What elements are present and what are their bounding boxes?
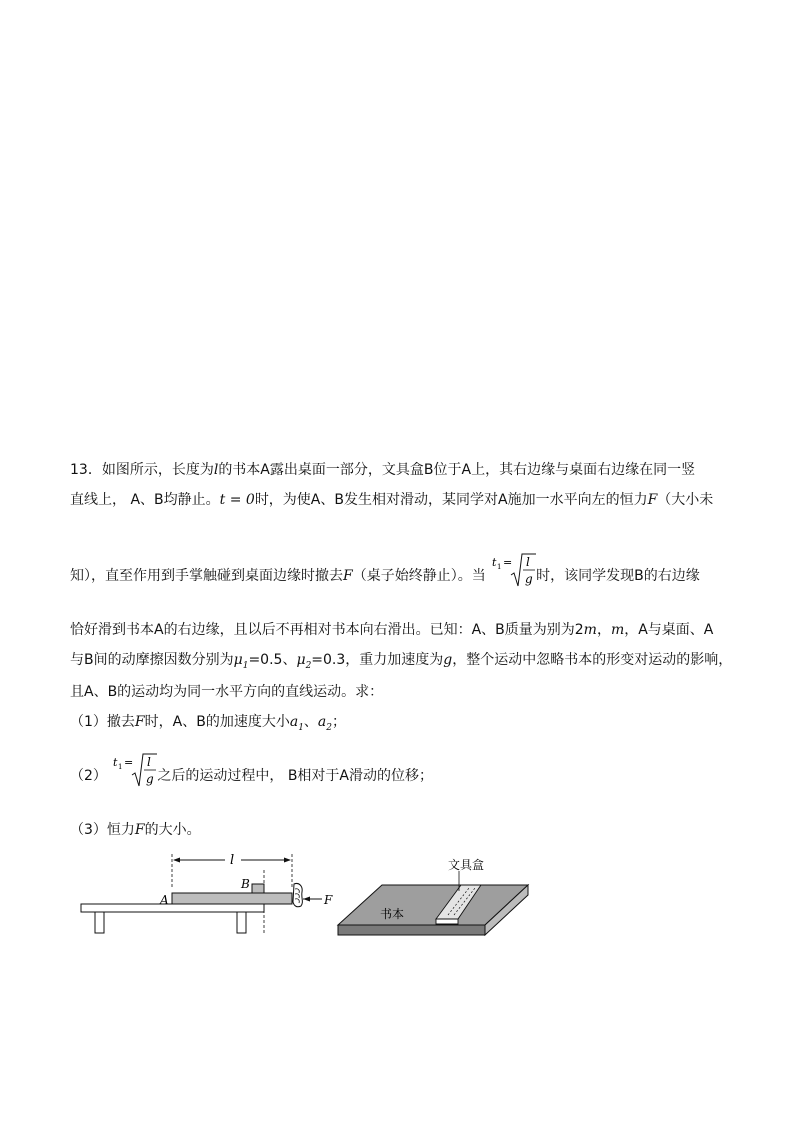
figure-side-view	[75, 848, 355, 940]
label-F: F	[324, 893, 333, 907]
var-F: F	[134, 714, 145, 730]
arrowhead-left	[173, 858, 180, 863]
label-book: 书本	[380, 907, 405, 921]
text: 的书本A露出桌面一部分，文具盒B位于A上，其右边缘与桌面右边缘在同一竖	[218, 462, 696, 478]
text: 之后的运动过程中， B相对于A滑动的位移；	[157, 768, 434, 784]
problem-line-3	[70, 555, 700, 592]
text: 、	[303, 714, 318, 730]
text: （大小未	[657, 492, 714, 508]
text: ，整个运动中忽略书本的形变对运动的影响，	[452, 652, 733, 668]
equals-sign: =	[503, 556, 513, 569]
text: 恰好滑到书本A的右边缘，且以后不再相对书本向右滑出。已知：A、B质量为别为2	[70, 622, 584, 638]
text: 时，该同学发现B的右边缘	[536, 568, 700, 584]
text: （桌子始终静止）。当	[352, 568, 486, 584]
t1-formula-q2	[111, 748, 157, 792]
table-leg-left	[95, 912, 104, 933]
text: ，A与桌面、A	[624, 622, 714, 638]
mu2-subscript: 2	[305, 660, 312, 671]
var-F: F	[134, 822, 145, 838]
table-leg-right	[237, 912, 246, 933]
question-2	[70, 755, 434, 792]
label-A: A	[160, 893, 169, 907]
text: =0.3，重力加速度为	[311, 652, 444, 668]
a1-subscript: 1	[298, 722, 304, 733]
t-equals-zero: t = 0	[219, 492, 255, 508]
question-1	[70, 712, 346, 738]
problem-line-1	[70, 460, 695, 480]
t1-symbol: t	[113, 756, 118, 769]
text: ，	[596, 622, 611, 638]
mu1-subscript: 1	[242, 660, 249, 671]
t1-symbol: t	[492, 556, 497, 569]
text: 的大小。	[144, 822, 201, 838]
a2-subscript: 2	[326, 722, 333, 733]
text: 如图所示，长度为	[101, 462, 214, 478]
table-top	[81, 904, 264, 912]
problem-number: 13．	[70, 462, 102, 478]
problem-line-2	[70, 490, 713, 510]
label-l: l	[230, 853, 235, 868]
label-B: B	[241, 877, 250, 891]
var-g: g	[443, 652, 453, 668]
var-F: F	[343, 568, 353, 584]
equals-sign: =	[124, 756, 134, 769]
var-m: m	[583, 622, 597, 638]
fraction-numerator: l	[147, 755, 152, 769]
var-a2: a	[317, 714, 327, 730]
problem-line-6	[70, 682, 383, 702]
problem-line-4	[70, 620, 713, 640]
text: （2）	[70, 768, 107, 784]
text: 直线上， A、B均静止。	[70, 492, 220, 508]
var-F: F	[647, 492, 658, 508]
text: ；	[332, 714, 347, 730]
book-A	[172, 893, 292, 904]
text: =0.5、	[248, 652, 297, 668]
hand-icon	[293, 883, 302, 906]
var-l: l	[213, 462, 219, 478]
label-pencil-box: 文具盒	[448, 858, 485, 872]
question-3	[70, 820, 201, 840]
mu2: μ	[296, 652, 306, 668]
figure-3d-view	[335, 855, 535, 940]
book-front-face	[338, 925, 485, 935]
force-arrowhead	[303, 897, 310, 902]
arrowhead-right	[284, 858, 291, 863]
text: 与B间的动摩擦因数分别为	[70, 652, 234, 668]
text: 知），直至作用到手掌触碰到桌面边缘时撤去	[70, 568, 343, 584]
text: 时，A、B的加速度大小	[144, 714, 290, 730]
problem-line-5	[70, 650, 732, 676]
t1-subscript: 1	[497, 563, 502, 571]
text: （1）撤去	[70, 714, 135, 730]
fraction-numerator: l	[526, 555, 531, 569]
fraction-denominator: g	[146, 772, 155, 786]
var-m: m	[610, 622, 625, 638]
text: （3）恒力	[70, 822, 135, 838]
text: 时，为使A、B发生相对滑动，某同学对A施加一水平向左的恒力	[254, 492, 648, 508]
t1-formula	[490, 548, 536, 592]
text: 且A、B的运动均为同一水平方向的直线运动。求：	[70, 684, 384, 700]
box-B	[252, 884, 264, 893]
mu1: μ	[233, 652, 243, 668]
var-a1: a	[289, 714, 299, 730]
pencil-box-front	[436, 919, 458, 924]
fraction-denominator: g	[525, 572, 533, 586]
t1-subscript: 1	[118, 763, 123, 771]
